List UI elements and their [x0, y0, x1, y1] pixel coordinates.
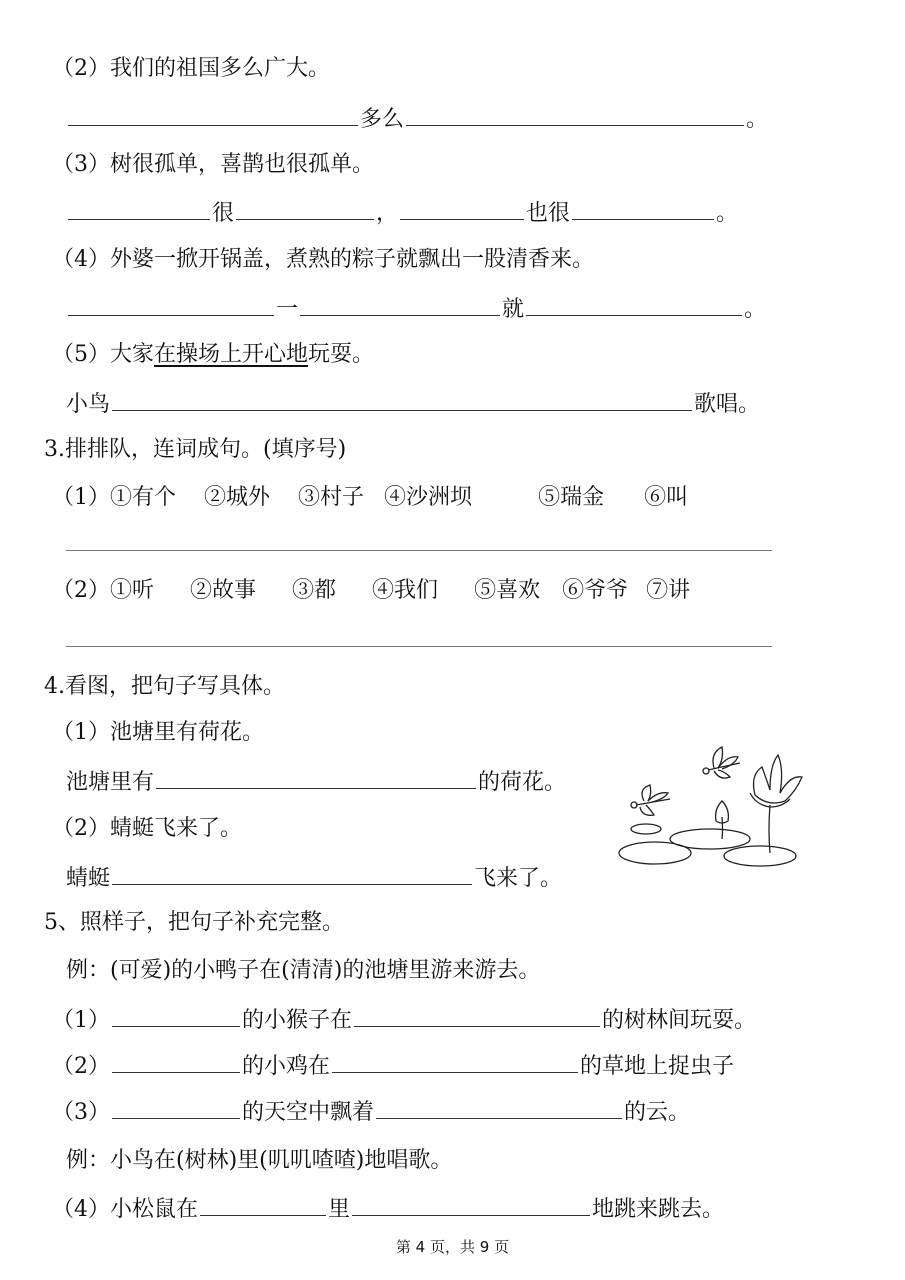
q2-s3-answer-line: 很 ， 也很 。 — [66, 197, 738, 227]
answer-blank[interactable] — [112, 1004, 240, 1027]
answer-rule[interactable] — [66, 550, 772, 551]
q5-s3-line: （3） 的天空中飘着 的云。 — [52, 1096, 690, 1126]
q2-s5-prompt: （5）大家在操场上开心地玩耍。 — [52, 342, 375, 367]
answer-blank[interactable] — [300, 293, 500, 316]
underlined-phrase: 在操场上开心地 — [154, 342, 309, 367]
answer-blank[interactable] — [68, 293, 274, 316]
q2-s2-answer-line: 多么 。 — [66, 103, 768, 133]
q2-s5-answer-line: 小鸟 歌唱。 — [66, 388, 760, 418]
q4-s2-answer-line: 蜻蜓 飞来了。 — [66, 862, 562, 892]
page-footer: 第 4 页，共 9 页 — [395, 1238, 510, 1256]
pond-lotus-dragonfly-illustration — [610, 735, 810, 875]
q4-s2-prompt: （2）蜻蜓飞来了。 — [52, 816, 242, 841]
answer-blank[interactable] — [354, 1004, 600, 1027]
q3-s1-items: （1）①有个 ②城外 ③村子 ④沙洲坝 ⑤瑞金 ⑥叫 — [52, 485, 689, 510]
answer-blank[interactable] — [200, 1193, 326, 1216]
answer-rule[interactable] — [66, 646, 772, 647]
answer-blank[interactable] — [572, 197, 714, 220]
q5-s2-line: （2） 的小鸡在 的草地上捉虫子 — [52, 1050, 734, 1080]
q5-s4-line: （4）小松鼠在 里 地跳来跳去。 — [52, 1193, 724, 1223]
q2-s4-prompt: （4）外婆一掀开锅盖，煮熟的粽子就飘出一股清香来。 — [52, 247, 594, 272]
q5-example-2: 例：小鸟在(树林)里(叽叽喳喳)地唱歌。 — [66, 1148, 453, 1173]
q5-title: 5、照样子，把句子补充完整。 — [44, 910, 344, 935]
q2-s4-answer-line: 一 就 。 — [66, 293, 766, 323]
q5-s1-line: （1） 的小猴子在 的树林间玩耍。 — [52, 1004, 756, 1034]
q4-s1-answer-line: 池塘里有 的荷花。 — [66, 766, 566, 796]
answer-blank[interactable] — [112, 388, 692, 411]
answer-blank[interactable] — [236, 197, 374, 220]
q5-example-1: 例：(可爱)的小鸭子在(清清)的池塘里游来游去。 — [66, 958, 541, 983]
answer-blank[interactable] — [400, 197, 524, 220]
answer-blank[interactable] — [406, 103, 744, 126]
answer-blank[interactable] — [112, 1050, 240, 1073]
answer-blank[interactable] — [352, 1193, 590, 1216]
answer-blank[interactable] — [526, 293, 742, 316]
answer-blank[interactable] — [156, 766, 476, 789]
q4-s1-prompt: （1）池塘里有荷花。 — [52, 720, 264, 745]
q3-s2-items: （2）①听 ②故事 ③都 ④我们 ⑤喜欢 ⑥爷爷 ⑦讲 — [52, 578, 691, 603]
q2-s2-prompt: （2）我们的祖国多么广大。 — [52, 56, 330, 81]
q4-title: 4.看图，把句子写具体。 — [44, 674, 285, 699]
q3-title: 3.排排队，连词成句。(填序号) — [44, 437, 347, 462]
answer-blank[interactable] — [332, 1050, 578, 1073]
answer-blank[interactable] — [112, 862, 472, 885]
answer-blank[interactable] — [112, 1096, 240, 1119]
q2-s3-prompt: （3）树很孤单，喜鹊也很孤单。 — [52, 152, 374, 177]
answer-blank[interactable] — [68, 103, 358, 126]
answer-blank[interactable] — [376, 1096, 622, 1119]
answer-blank[interactable] — [68, 197, 210, 220]
